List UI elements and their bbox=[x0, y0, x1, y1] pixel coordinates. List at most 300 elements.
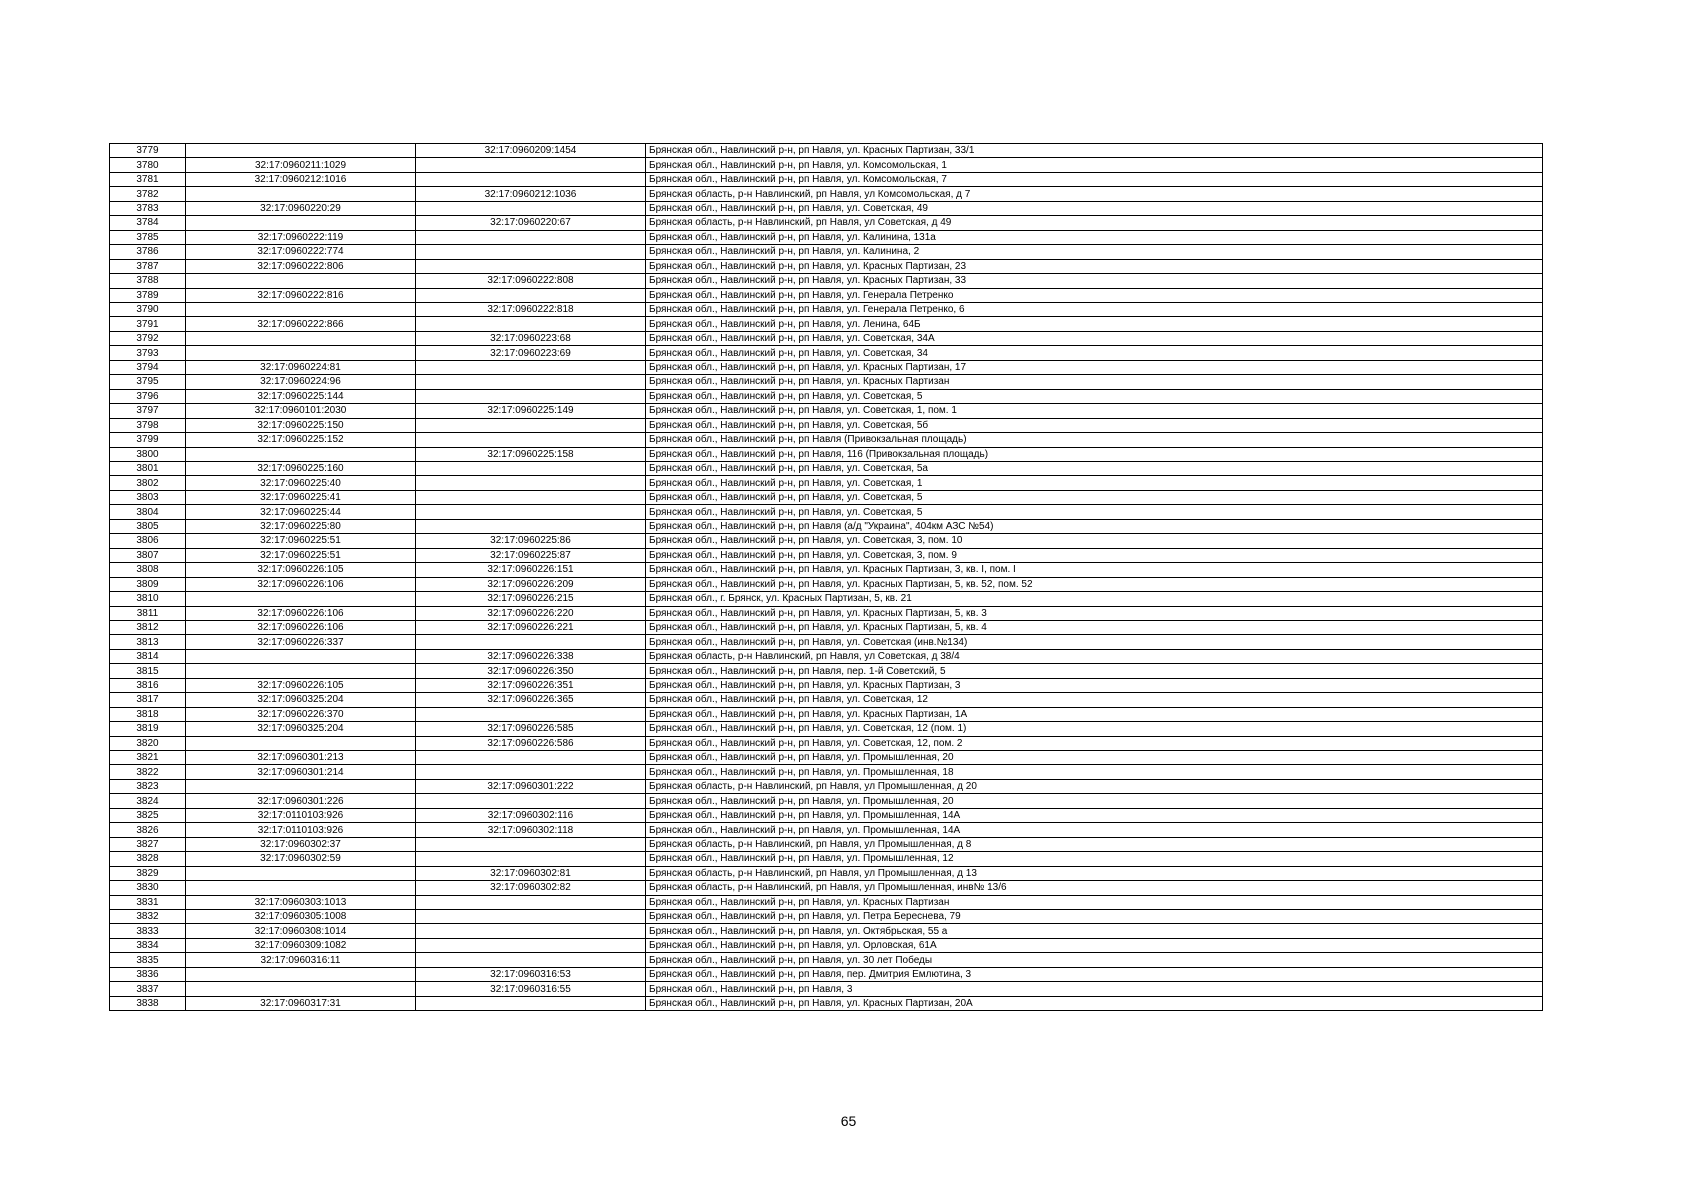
table-row bbox=[110, 375, 1543, 389]
cadastral-number-land-cell: 32:17:0960226:105 bbox=[186, 678, 416, 692]
address-cell: Брянская обл., Навлинский р-н, рп Навля, 116 (Привокзальная площадь) bbox=[646, 447, 1543, 461]
cadastral-number-land-cell: 32:17:0960225:41 bbox=[186, 490, 416, 504]
address-cell: Брянская обл., Навлинский р-н, рп Навля, ул. Советская (инв.№134) bbox=[646, 635, 1543, 649]
cadastral-number-object-cell bbox=[416, 360, 646, 374]
cadastral-number-object-cell: 32:17:0960223:68 bbox=[416, 331, 646, 345]
address-cell: Брянская обл., Навлинский р-н, рп Навля, ул. Промышленная, 20 bbox=[646, 751, 1543, 765]
table-row bbox=[110, 693, 1543, 707]
cadastral-number-land-cell: 32:17:0110103:926 bbox=[186, 808, 416, 822]
cadastral-number-object-cell bbox=[416, 288, 646, 302]
address-cell: Брянская обл., Навлинский р-н, рп Навля, пер. Дмитрия Емлютина, 3 bbox=[646, 967, 1543, 981]
row-number-cell: 3783 bbox=[110, 201, 186, 215]
row-number-cell: 3837 bbox=[110, 982, 186, 996]
registry-table bbox=[109, 143, 1543, 1011]
cadastral-number-land-cell: 32:17:0960303:1013 bbox=[186, 895, 416, 909]
row-number-cell: 3786 bbox=[110, 245, 186, 259]
address-cell: Брянская обл., Навлинский р-н, рп Навля, ул. Промышленная, 14А bbox=[646, 823, 1543, 837]
row-number-cell: 3799 bbox=[110, 433, 186, 447]
cadastral-number-land-cell bbox=[186, 144, 416, 158]
address-cell: Брянская обл., Навлинский р-н, рп Навля, ул. Калинина, 2 bbox=[646, 245, 1543, 259]
table-row bbox=[110, 895, 1543, 909]
address-cell: Брянская область, р-н Навлинский, рп Навля, ул Советская, д 38/4 bbox=[646, 649, 1543, 663]
cadastral-number-land-cell: 32:17:0960212:1016 bbox=[186, 172, 416, 186]
cadastral-number-land-cell: 32:17:0960301:213 bbox=[186, 751, 416, 765]
row-number-cell: 3798 bbox=[110, 418, 186, 432]
row-number-cell: 3816 bbox=[110, 678, 186, 692]
address-cell: Брянская обл., Навлинский р-н, рп Навля, ул. Советская, 34А bbox=[646, 331, 1543, 345]
row-number-cell: 3809 bbox=[110, 577, 186, 591]
row-number-cell: 3781 bbox=[110, 172, 186, 186]
row-number-cell: 3820 bbox=[110, 736, 186, 750]
cadastral-number-land-cell: 32:17:0960225:152 bbox=[186, 433, 416, 447]
cadastral-number-land-cell bbox=[186, 967, 416, 981]
table-row bbox=[110, 230, 1543, 244]
cadastral-number-land-cell bbox=[186, 592, 416, 606]
cadastral-number-land-cell: 32:17:0960222:806 bbox=[186, 259, 416, 273]
address-cell: Брянская обл., Навлинский р-н, рп Навля, ул. Красных Партизан, 3, кв. I, пом. I bbox=[646, 563, 1543, 577]
cadastral-number-object-cell: 32:17:0960226:220 bbox=[416, 606, 646, 620]
row-number-cell: 3812 bbox=[110, 620, 186, 634]
cadastral-number-land-cell: 32:17:0960317:31 bbox=[186, 996, 416, 1010]
table-row bbox=[110, 967, 1543, 981]
table-row bbox=[110, 490, 1543, 504]
address-cell: Брянская обл., Навлинский р-н, рп Навля, ул. Советская, 3, пом. 9 bbox=[646, 548, 1543, 562]
table-row bbox=[110, 808, 1543, 822]
cadastral-number-land-cell: 32:17:0960225:144 bbox=[186, 389, 416, 403]
cadastral-number-land-cell: 32:17:0960226:106 bbox=[186, 577, 416, 591]
cadastral-number-land-cell bbox=[186, 779, 416, 793]
row-number-cell: 3821 bbox=[110, 751, 186, 765]
table-row bbox=[110, 144, 1543, 158]
row-number-cell: 3803 bbox=[110, 490, 186, 504]
cadastral-number-land-cell bbox=[186, 216, 416, 230]
cadastral-number-land-cell: 32:17:0960308:1014 bbox=[186, 924, 416, 938]
cadastral-number-object-cell bbox=[416, 910, 646, 924]
cadastral-number-object-cell: 32:17:0960226:586 bbox=[416, 736, 646, 750]
cadastral-number-object-cell: 32:17:0960226:365 bbox=[416, 693, 646, 707]
table-row bbox=[110, 751, 1543, 765]
table-row bbox=[110, 592, 1543, 606]
cadastral-number-object-cell: 32:17:0960226:351 bbox=[416, 678, 646, 692]
cadastral-number-land-cell: 32:17:0960305:1008 bbox=[186, 910, 416, 924]
cadastral-number-object-cell bbox=[416, 490, 646, 504]
row-number-cell: 3814 bbox=[110, 649, 186, 663]
cadastral-number-land-cell: 32:17:0960222:866 bbox=[186, 317, 416, 331]
row-number-cell: 3794 bbox=[110, 360, 186, 374]
cadastral-number-object-cell bbox=[416, 953, 646, 967]
table-row bbox=[110, 505, 1543, 519]
row-number-cell: 3782 bbox=[110, 187, 186, 201]
address-cell: Брянская обл., Навлинский р-н, рп Навля, ул. Промышленная, 18 bbox=[646, 765, 1543, 779]
address-cell: Брянская обл., Навлинский р-н, рп Навля, ул. Советская, 5 bbox=[646, 389, 1543, 403]
row-number-cell: 3832 bbox=[110, 910, 186, 924]
address-cell: Брянская обл., Навлинский р-н, рп Навля, ул. Орловская, 61А bbox=[646, 938, 1543, 952]
address-cell: Брянская обл., Навлинский р-н, рп Навля, ул. Советская, 5б bbox=[646, 418, 1543, 432]
table-row bbox=[110, 389, 1543, 403]
table-row bbox=[110, 837, 1543, 851]
cadastral-number-land-cell: 32:17:0960226:337 bbox=[186, 635, 416, 649]
cadastral-number-land-cell bbox=[186, 274, 416, 288]
address-cell: Брянская обл., Навлинский р-н, рп Навля, ул. Советская, 12, пом. 2 bbox=[646, 736, 1543, 750]
registry-table-body bbox=[110, 144, 1543, 1011]
address-cell: Брянская обл., Навлинский р-н, рп Навля, ул. Советская, 5 bbox=[646, 505, 1543, 519]
address-cell: Брянская обл., Навлинский р-н, рп Навля, ул. Красных Партизан, 20А bbox=[646, 996, 1543, 1010]
row-number-cell: 3813 bbox=[110, 635, 186, 649]
cadastral-number-object-cell bbox=[416, 635, 646, 649]
address-cell: Брянская обл., Навлинский р-н, рп Навля, ул. Красных Партизан, 5, кв. 52, пом. 52 bbox=[646, 577, 1543, 591]
cadastral-number-land-cell bbox=[186, 447, 416, 461]
address-cell: Брянская обл., Навлинский р-н, рп Навля, ул. Красных Партизан, 33/1 bbox=[646, 144, 1543, 158]
row-number-cell: 3833 bbox=[110, 924, 186, 938]
table-row bbox=[110, 736, 1543, 750]
row-number-cell: 3804 bbox=[110, 505, 186, 519]
cadastral-number-object-cell: 32:17:0960225:87 bbox=[416, 548, 646, 562]
cadastral-number-object-cell bbox=[416, 938, 646, 952]
address-cell: Брянская область, р-н Навлинский, рп Навля, ул Промышленная, д 13 bbox=[646, 866, 1543, 880]
table-row bbox=[110, 707, 1543, 721]
address-cell: Брянская обл., г. Брянск, ул. Красных Партизан, 5, кв. 21 bbox=[646, 592, 1543, 606]
address-cell: Брянская обл., Навлинский р-н, рп Навля, ул. Советская, 1, пом. 1 bbox=[646, 404, 1543, 418]
cadastral-number-object-cell: 32:17:0960302:81 bbox=[416, 866, 646, 880]
table-row bbox=[110, 274, 1543, 288]
cadastral-number-land-cell: 32:17:0960225:150 bbox=[186, 418, 416, 432]
cadastral-number-object-cell: 32:17:0960226:209 bbox=[416, 577, 646, 591]
address-cell: Брянская область, р-н Навлинский, рп Навля, ул Промышленная, д 20 bbox=[646, 779, 1543, 793]
row-number-cell: 3800 bbox=[110, 447, 186, 461]
row-number-cell: 3825 bbox=[110, 808, 186, 822]
address-cell: Брянская обл., Навлинский р-н, рп Навля, ул. Красных Партизан, 17 bbox=[646, 360, 1543, 374]
row-number-cell: 3823 bbox=[110, 779, 186, 793]
table-row bbox=[110, 433, 1543, 447]
table-row bbox=[110, 982, 1543, 996]
table-row bbox=[110, 158, 1543, 172]
cadastral-number-land-cell: 32:17:0960325:204 bbox=[186, 722, 416, 736]
table-row bbox=[110, 852, 1543, 866]
table-row bbox=[110, 331, 1543, 345]
cadastral-number-object-cell bbox=[416, 794, 646, 808]
address-cell: Брянская обл., Навлинский р-н, рп Навля, ул. Красных Партизан, 3 bbox=[646, 678, 1543, 692]
row-number-cell: 3824 bbox=[110, 794, 186, 808]
table-row bbox=[110, 534, 1543, 548]
address-cell: Брянская обл., Навлинский р-н, рп Навля, ул. Промышленная, 12 bbox=[646, 852, 1543, 866]
cadastral-number-object-cell bbox=[416, 519, 646, 533]
cadastral-number-object-cell: 32:17:0960223:69 bbox=[416, 346, 646, 360]
cadastral-number-object-cell bbox=[416, 317, 646, 331]
address-cell: Брянская обл., Навлинский р-н, рп Навля, ул. Советская, 3, пом. 10 bbox=[646, 534, 1543, 548]
cadastral-number-land-cell: 32:17:0960325:204 bbox=[186, 693, 416, 707]
row-number-cell: 3835 bbox=[110, 953, 186, 967]
row-number-cell: 3785 bbox=[110, 230, 186, 244]
address-cell: Брянская обл., Навлинский р-н, рп Навля, ул. Комсомольская, 7 bbox=[646, 172, 1543, 186]
row-number-cell: 3826 bbox=[110, 823, 186, 837]
row-number-cell: 3788 bbox=[110, 274, 186, 288]
cadastral-number-land-cell: 32:17:0960211:1029 bbox=[186, 158, 416, 172]
cadastral-number-land-cell: 32:17:0960309:1082 bbox=[186, 938, 416, 952]
table-row bbox=[110, 519, 1543, 533]
cadastral-number-land-cell: 32:17:0960224:96 bbox=[186, 375, 416, 389]
cadastral-number-object-cell bbox=[416, 765, 646, 779]
table-row bbox=[110, 765, 1543, 779]
cadastral-number-land-cell: 32:17:0960222:119 bbox=[186, 230, 416, 244]
row-number-cell: 3795 bbox=[110, 375, 186, 389]
cadastral-number-land-cell: 32:17:0960226:105 bbox=[186, 563, 416, 577]
cadastral-number-land-cell: 32:17:0960226:106 bbox=[186, 606, 416, 620]
cadastral-number-object-cell bbox=[416, 259, 646, 273]
cadastral-number-land-cell bbox=[186, 736, 416, 750]
address-cell: Брянская обл., Навлинский р-н, рп Навля (а/д "Украина", 404км АЗС №54) bbox=[646, 519, 1543, 533]
row-number-cell: 3827 bbox=[110, 837, 186, 851]
address-cell: Брянская обл., Навлинский р-н, рп Навля, ул. Советская, 49 bbox=[646, 201, 1543, 215]
address-cell: Брянская область, р-н Навлинский, рп Навля, ул Промышленная, инв№ 13/6 bbox=[646, 881, 1543, 895]
row-number-cell: 3838 bbox=[110, 996, 186, 1010]
cadastral-number-land-cell: 32:17:0960302:59 bbox=[186, 852, 416, 866]
table-row bbox=[110, 924, 1543, 938]
cadastral-number-object-cell: 32:17:0960220:67 bbox=[416, 216, 646, 230]
table-row bbox=[110, 606, 1543, 620]
address-cell: Брянская область, р-н Навлинский, рп Навля, ул Советская, д 49 bbox=[646, 216, 1543, 230]
row-number-cell: 3811 bbox=[110, 606, 186, 620]
row-number-cell: 3815 bbox=[110, 664, 186, 678]
cadastral-number-object-cell bbox=[416, 924, 646, 938]
address-cell: Брянская обл., Навлинский р-н, рп Навля, ул. Октябрьская, 55 а bbox=[646, 924, 1543, 938]
cadastral-number-object-cell bbox=[416, 476, 646, 490]
cadastral-number-object-cell: 32:17:0960225:86 bbox=[416, 534, 646, 548]
cadastral-number-object-cell bbox=[416, 230, 646, 244]
address-cell: Брянская обл., Навлинский р-н, рп Навля, ул. Советская, 5 bbox=[646, 490, 1543, 504]
cadastral-number-object-cell: 32:17:0960226:221 bbox=[416, 620, 646, 634]
table-row bbox=[110, 216, 1543, 230]
row-number-cell: 3802 bbox=[110, 476, 186, 490]
cadastral-number-land-cell: 32:17:0960225:44 bbox=[186, 505, 416, 519]
table-row bbox=[110, 866, 1543, 880]
cadastral-number-object-cell: 32:17:0960316:55 bbox=[416, 982, 646, 996]
cadastral-number-land-cell: 32:17:0960220:29 bbox=[186, 201, 416, 215]
cadastral-number-land-cell: 32:17:0960301:226 bbox=[186, 794, 416, 808]
cadastral-number-object-cell bbox=[416, 245, 646, 259]
row-number-cell: 3808 bbox=[110, 563, 186, 577]
cadastral-number-land-cell bbox=[186, 187, 416, 201]
cadastral-number-object-cell: 32:17:0960225:158 bbox=[416, 447, 646, 461]
address-cell: Брянская обл., Навлинский р-н, рп Навля, ул. Красных Партизан, 33 bbox=[646, 274, 1543, 288]
table-row bbox=[110, 635, 1543, 649]
cadastral-number-object-cell: 32:17:0960209:1454 bbox=[416, 144, 646, 158]
cadastral-number-object-cell bbox=[416, 895, 646, 909]
table-row bbox=[110, 447, 1543, 461]
table-row bbox=[110, 823, 1543, 837]
cadastral-number-object-cell: 32:17:0960226:151 bbox=[416, 563, 646, 577]
row-number-cell: 3780 bbox=[110, 158, 186, 172]
table-row bbox=[110, 245, 1543, 259]
cadastral-number-land-cell: 32:17:0960226:370 bbox=[186, 707, 416, 721]
table-row bbox=[110, 953, 1543, 967]
cadastral-number-object-cell: 32:17:0960226:338 bbox=[416, 649, 646, 663]
row-number-cell: 3791 bbox=[110, 317, 186, 331]
address-cell: Брянская обл., Навлинский р-н, рп Навля, ул. Комсомольская, 1 bbox=[646, 158, 1543, 172]
table-row bbox=[110, 722, 1543, 736]
row-number-cell: 3792 bbox=[110, 331, 186, 345]
address-cell: Брянская обл., Навлинский р-н, рп Навля, ул. 30 лет Победы bbox=[646, 953, 1543, 967]
cadastral-number-object-cell: 32:17:0960226:585 bbox=[416, 722, 646, 736]
cadastral-number-object-cell: 32:17:0960225:149 bbox=[416, 404, 646, 418]
address-cell: Брянская обл., Навлинский р-н, рп Навля, ул. Советская, 12 (пом. 1) bbox=[646, 722, 1543, 736]
address-cell: Брянская обл., Навлинский р-н, рп Навля, ул. Ленина, 64Б bbox=[646, 317, 1543, 331]
address-cell: Брянская обл., Навлинский р-н, рп Навля, ул. Красных Партизан, 5, кв. 3 bbox=[646, 606, 1543, 620]
cadastral-number-object-cell bbox=[416, 996, 646, 1010]
row-number-cell: 3789 bbox=[110, 288, 186, 302]
cadastral-number-object-cell bbox=[416, 433, 646, 447]
cadastral-number-object-cell bbox=[416, 418, 646, 432]
address-cell: Брянская обл., Навлинский р-н, рп Навля, ул. Промышленная, 14А bbox=[646, 808, 1543, 822]
cadastral-number-object-cell: 32:17:0960302:116 bbox=[416, 808, 646, 822]
cadastral-number-land-cell bbox=[186, 881, 416, 895]
row-number-cell: 3797 bbox=[110, 404, 186, 418]
cadastral-number-object-cell bbox=[416, 172, 646, 186]
address-cell: Брянская область, р-н Навлинский, рп Навля, ул Комсомольская, д 7 bbox=[646, 187, 1543, 201]
cadastral-number-object-cell bbox=[416, 837, 646, 851]
cadastral-number-land-cell bbox=[186, 346, 416, 360]
address-cell: Брянская обл., Навлинский р-н, рп Навля, ул. Красных Партизан bbox=[646, 895, 1543, 909]
cadastral-number-land-cell bbox=[186, 649, 416, 663]
cadastral-number-object-cell: 32:17:0960222:808 bbox=[416, 274, 646, 288]
table-row bbox=[110, 779, 1543, 793]
row-number-cell: 3829 bbox=[110, 866, 186, 880]
table-row bbox=[110, 938, 1543, 952]
row-number-cell: 3790 bbox=[110, 302, 186, 316]
table-row bbox=[110, 346, 1543, 360]
table-row bbox=[110, 302, 1543, 316]
table-row bbox=[110, 317, 1543, 331]
address-cell: Брянская обл., Навлинский р-н, рп Навля, ул. Красных Партизан, 5, кв. 4 bbox=[646, 620, 1543, 634]
address-cell: Брянская обл., Навлинский р-н, рп Навля, ул. Красных Партизан bbox=[646, 375, 1543, 389]
cadastral-number-object-cell bbox=[416, 852, 646, 866]
row-number-cell: 3819 bbox=[110, 722, 186, 736]
address-cell: Брянская обл., Навлинский р-н, рп Навля, ул. Красных Партизан, 23 bbox=[646, 259, 1543, 273]
address-cell: Брянская обл., Навлинский р-н, рп Навля, ул. Генерала Петренко, 6 bbox=[646, 302, 1543, 316]
address-cell: Брянская обл., Навлинский р-н, рп Навля, 3 bbox=[646, 982, 1543, 996]
row-number-cell: 3793 bbox=[110, 346, 186, 360]
table-row bbox=[110, 360, 1543, 374]
row-number-cell: 3828 bbox=[110, 852, 186, 866]
cadastral-number-land-cell: 32:17:0960302:37 bbox=[186, 837, 416, 851]
address-cell: Брянская обл., Навлинский р-н, рп Навля, ул. Красных Партизан, 1А bbox=[646, 707, 1543, 721]
cadastral-number-object-cell bbox=[416, 505, 646, 519]
table-row bbox=[110, 404, 1543, 418]
table-row bbox=[110, 794, 1543, 808]
cadastral-number-land-cell bbox=[186, 331, 416, 345]
row-number-cell: 3805 bbox=[110, 519, 186, 533]
row-number-cell: 3806 bbox=[110, 534, 186, 548]
cadastral-number-object-cell bbox=[416, 375, 646, 389]
cadastral-number-land-cell: 32:17:0960222:816 bbox=[186, 288, 416, 302]
table-row bbox=[110, 577, 1543, 591]
table-row bbox=[110, 881, 1543, 895]
row-number-cell: 3822 bbox=[110, 765, 186, 779]
table-row bbox=[110, 548, 1543, 562]
cadastral-number-object-cell bbox=[416, 461, 646, 475]
address-cell: Брянская обл., Навлинский р-н, рп Навля (Привокзальная площадь) bbox=[646, 433, 1543, 447]
cadastral-number-object-cell: 32:17:0960302:118 bbox=[416, 823, 646, 837]
table-row bbox=[110, 461, 1543, 475]
row-number-cell: 3779 bbox=[110, 144, 186, 158]
cadastral-number-object-cell: 32:17:0960226:350 bbox=[416, 664, 646, 678]
table-row bbox=[110, 996, 1543, 1010]
address-cell: Брянская обл., Навлинский р-н, рп Навля, ул. Генерала Петренко bbox=[646, 288, 1543, 302]
cadastral-number-object-cell bbox=[416, 158, 646, 172]
table-row bbox=[110, 418, 1543, 432]
cadastral-number-land-cell: 32:17:0960224:81 bbox=[186, 360, 416, 374]
address-cell: Брянская обл., Навлинский р-н, рп Навля, ул. Советская, 5а bbox=[646, 461, 1543, 475]
table-row bbox=[110, 678, 1543, 692]
cadastral-number-land-cell: 32:17:0960226:106 bbox=[186, 620, 416, 634]
address-cell: Брянская обл., Навлинский р-н, рп Навля, ул. Петра Береснева, 79 bbox=[646, 910, 1543, 924]
table-row bbox=[110, 201, 1543, 215]
table-row bbox=[110, 563, 1543, 577]
cadastral-number-object-cell bbox=[416, 707, 646, 721]
cadastral-number-land-cell: 32:17:0960316:11 bbox=[186, 953, 416, 967]
row-number-cell: 3836 bbox=[110, 967, 186, 981]
row-number-cell: 3831 bbox=[110, 895, 186, 909]
row-number-cell: 3784 bbox=[110, 216, 186, 230]
table-row bbox=[110, 476, 1543, 490]
cadastral-number-land-cell: 32:17:0960225:80 bbox=[186, 519, 416, 533]
cadastral-number-object-cell: 32:17:0960222:818 bbox=[416, 302, 646, 316]
cadastral-number-object-cell: 32:17:0960226:215 bbox=[416, 592, 646, 606]
cadastral-number-land-cell bbox=[186, 982, 416, 996]
cadastral-number-object-cell: 32:17:0960212:1036 bbox=[416, 187, 646, 201]
row-number-cell: 3807 bbox=[110, 548, 186, 562]
row-number-cell: 3796 bbox=[110, 389, 186, 403]
row-number-cell: 3818 bbox=[110, 707, 186, 721]
cadastral-number-land-cell: 32:17:0960222:774 bbox=[186, 245, 416, 259]
address-cell: Брянская обл., Навлинский р-н, рп Навля, ул. Советская, 12 bbox=[646, 693, 1543, 707]
table-row bbox=[110, 288, 1543, 302]
cadastral-number-land-cell bbox=[186, 664, 416, 678]
address-cell: Брянская обл., Навлинский р-н, рп Навля, ул. Калинина, 131а bbox=[646, 230, 1543, 244]
table-row bbox=[110, 664, 1543, 678]
table-row bbox=[110, 259, 1543, 273]
address-cell: Брянская обл., Навлинский р-н, рп Навля, пер. 1-й Советский, 5 bbox=[646, 664, 1543, 678]
address-cell: Брянская область, р-н Навлинский, рп Навля, ул Промышленная, д 8 bbox=[646, 837, 1543, 851]
cadastral-number-land-cell bbox=[186, 866, 416, 880]
cadastral-number-object-cell: 32:17:0960302:82 bbox=[416, 881, 646, 895]
cadastral-number-object-cell: 32:17:0960301:222 bbox=[416, 779, 646, 793]
cadastral-number-land-cell: 32:17:0110103:926 bbox=[186, 823, 416, 837]
table-row bbox=[110, 910, 1543, 924]
table-row bbox=[110, 649, 1543, 663]
cadastral-number-land-cell: 32:17:0960225:160 bbox=[186, 461, 416, 475]
row-number-cell: 3817 bbox=[110, 693, 186, 707]
table-row bbox=[110, 187, 1543, 201]
row-number-cell: 3834 bbox=[110, 938, 186, 952]
address-cell: Брянская обл., Навлинский р-н, рп Навля, ул. Промышленная, 20 bbox=[646, 794, 1543, 808]
cadastral-number-land-cell: 32:17:0960101:2030 bbox=[186, 404, 416, 418]
page-number: 65 bbox=[840, 1113, 857, 1129]
cadastral-number-land-cell: 32:17:0960225:40 bbox=[186, 476, 416, 490]
cadastral-number-object-cell bbox=[416, 201, 646, 215]
cadastral-number-land-cell: 32:17:0960225:51 bbox=[186, 534, 416, 548]
cadastral-number-land-cell: 32:17:0960301:214 bbox=[186, 765, 416, 779]
table-row bbox=[110, 620, 1543, 634]
cadastral-number-object-cell bbox=[416, 389, 646, 403]
address-cell: Брянская обл., Навлинский р-н, рп Навля, ул. Советская, 1 bbox=[646, 476, 1543, 490]
row-number-cell: 3801 bbox=[110, 461, 186, 475]
table-row bbox=[110, 172, 1543, 186]
row-number-cell: 3830 bbox=[110, 881, 186, 895]
row-number-cell: 3810 bbox=[110, 592, 186, 606]
cadastral-number-object-cell bbox=[416, 751, 646, 765]
cadastral-number-land-cell bbox=[186, 302, 416, 316]
address-cell: Брянская обл., Навлинский р-н, рп Навля, ул. Советская, 34 bbox=[646, 346, 1543, 360]
